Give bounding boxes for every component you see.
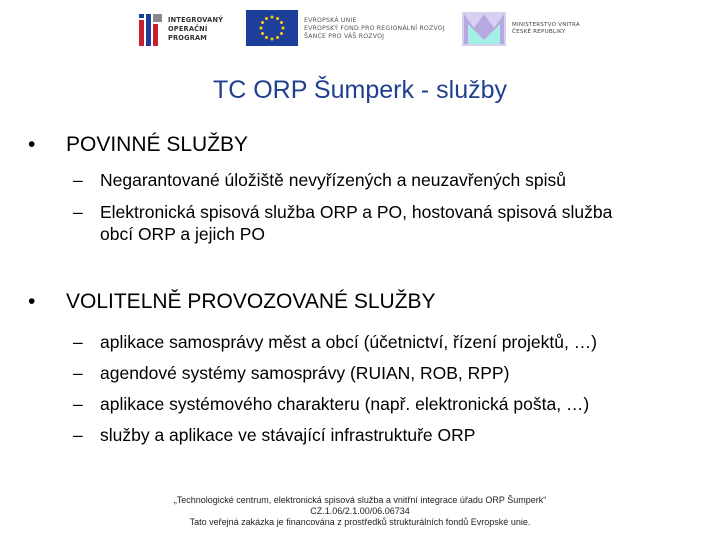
dash-marker: – (73, 425, 83, 445)
list-item (73, 169, 673, 191)
eu-star (260, 27, 263, 30)
list-item-text: aplikace samosprávy měst a obcí (účetnictví, řízení projektů, …) (100, 332, 597, 352)
list-item (73, 362, 713, 384)
logo-bar (0, 10, 720, 52)
list-item (73, 201, 673, 245)
eu-star (271, 38, 274, 41)
ministry-logo-text (512, 22, 580, 36)
eu-star (276, 17, 279, 20)
heading-text: VOLITELNĚ PROVOZOVANÉ SLUŽBY (66, 290, 436, 313)
eu-star (261, 21, 264, 24)
ministry-logo-icon (460, 10, 508, 48)
iop-line-2: OPERAČNÍ (168, 25, 208, 33)
mv-line-2: ČESKÉ REPUBLIKY (512, 29, 566, 35)
footer-project-name: „Technologické centrum, elektronická spisová služba a vnitřní integrace úřadu ORP Šumperk“ (173, 495, 547, 505)
heading-text: POVINNÉ SLUŽBY (66, 133, 249, 156)
slide-title: TC ORP Šumperk - služby (212, 76, 508, 104)
eu-line-2: EVROPSKÝ FOND PRO REGIONÁLNÍ ROZVOJ (304, 25, 445, 32)
mv-line-1: MINISTERSTVO VNITRA (512, 22, 580, 28)
ministry-logo (460, 10, 590, 50)
dash-marker: – (73, 394, 83, 414)
section-heading-mandatory (28, 133, 248, 157)
section-heading-optional (28, 290, 436, 314)
eu-logo (246, 10, 456, 50)
list-item-text: Negarantované úložiště nevyřízených a neuzavřených spisů (100, 170, 566, 190)
dash-marker: – (73, 170, 83, 190)
eu-line-3: ŠANCE PRO VÁŠ ROZVOJ (304, 33, 385, 40)
eu-line-1: EVROPSKÁ UNIE (304, 17, 357, 24)
eu-star (280, 21, 283, 24)
list-item-text: Elektronická spisová služba ORP a PO, hostovaná spisová služba obcí ORP a jejich PO (100, 202, 613, 244)
list-item (73, 424, 713, 446)
bullet-dot: • (28, 290, 36, 313)
eu-star (280, 32, 283, 35)
footer-project-code: CZ.1.06/2.1.00/06.06734 (310, 506, 410, 516)
eu-logo-text (304, 17, 445, 41)
eu-star (276, 36, 279, 39)
dash-marker: – (73, 363, 83, 383)
iop-logo-text (168, 16, 223, 43)
eu-star (265, 17, 268, 20)
eu-star (261, 32, 264, 35)
list-item-text: služby a aplikace ve stávající infrastruktuře ORP (100, 425, 476, 445)
eu-star (282, 27, 285, 30)
iop-logo-icon (138, 10, 164, 46)
list-item (73, 331, 713, 353)
list-item (73, 393, 713, 415)
list-item-text: agendové systémy samosprávy (RUIAN, ROB, RPP) (100, 363, 510, 383)
eu-star (265, 36, 268, 39)
footer (0, 495, 720, 528)
iop-line-1: INTEGROVANÝ (168, 16, 224, 24)
list-item-text: aplikace systémového charakteru (např. elektronická pošta, …) (100, 394, 590, 414)
eu-flag-icon (246, 10, 298, 46)
footer-funding-note: Tato veřejná zakázka je financována z prostředků strukturálních fondů Evropské unie. (189, 517, 531, 527)
bullet-dot: • (28, 133, 36, 156)
iop-line-3: PROGRAM (168, 34, 208, 42)
dash-marker: – (73, 332, 83, 352)
dash-marker: – (73, 202, 83, 222)
eu-star (271, 16, 274, 19)
iop-logo (138, 10, 238, 50)
